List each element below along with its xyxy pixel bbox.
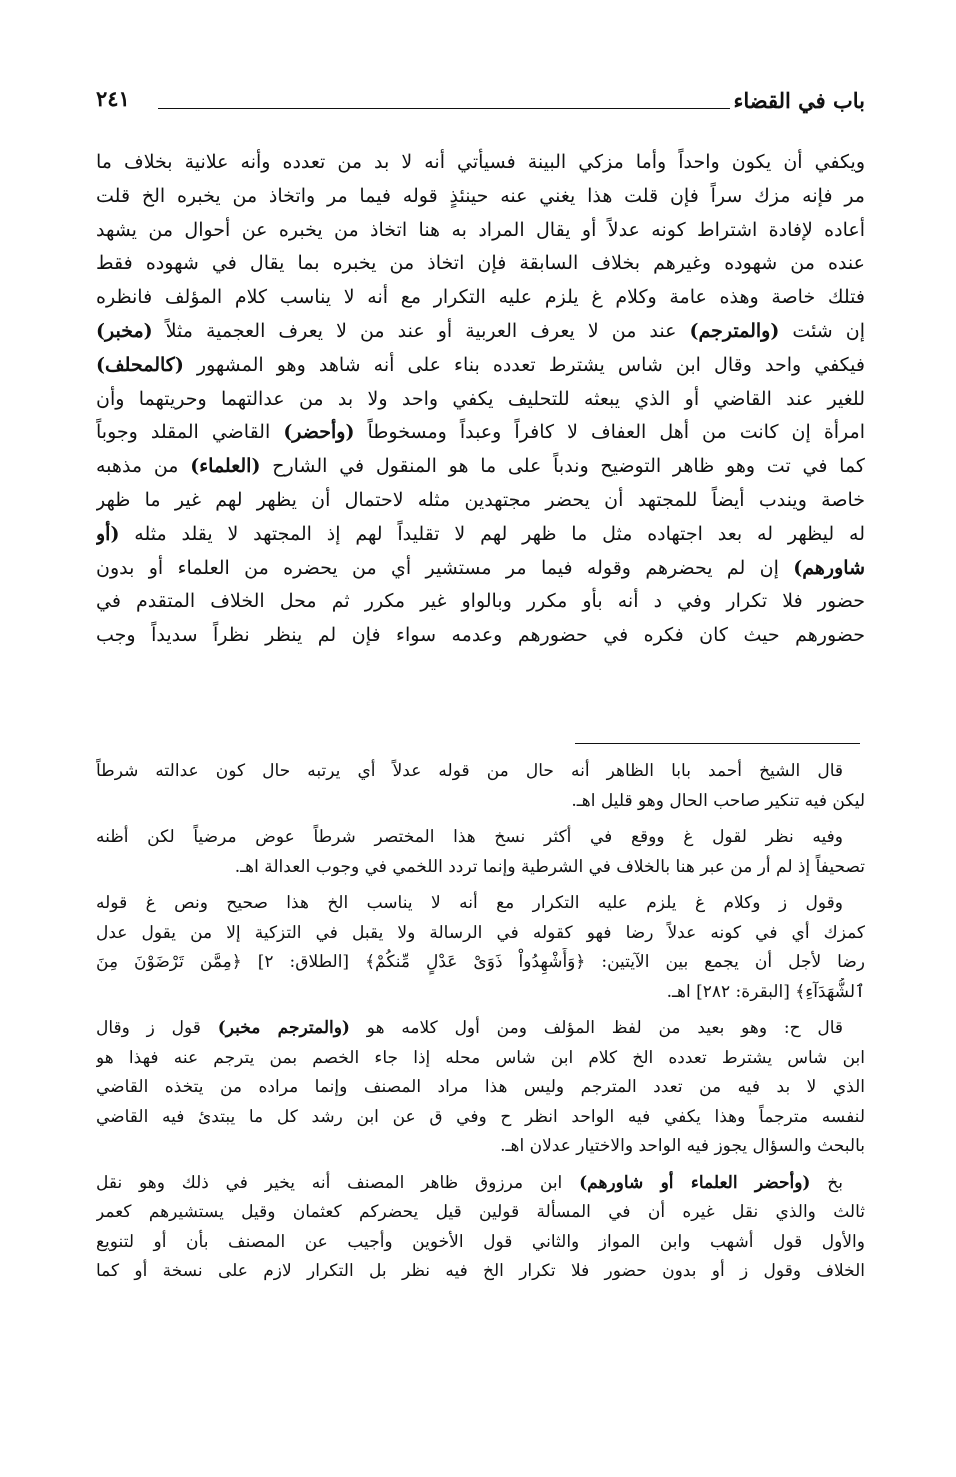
text-line xyxy=(96,349,865,383)
text-line xyxy=(96,450,865,484)
text-span: من مذهبه xyxy=(96,455,179,478)
text-line: لنفسه مترجماً وهذا يكفي فيه الواحد انظر ح وفي ق عن ابن رشد كل ما يبتدئ فيه القاضي xyxy=(96,1106,865,1127)
text-line: ويكفي أن يكون واحداً وأما مزكي البينة فسيأتي أنه لا بد من تعدده وأنه علانية بخلاف ما xyxy=(96,151,865,173)
text-line: عنده من شهوده وغيرهم بخلاف السابقة فإن اتخاذ من يخبره بما يقال في شهوده فقط xyxy=(96,252,865,275)
text-line: خاصة ويندب أيضاً للمجتهد أن يحضر مجتهدين مثله لاحتمال أن يظهر لهم غير ما ظهر xyxy=(96,488,865,511)
text-span: إن شئت xyxy=(792,319,865,342)
text-span: له ليظهر له بعد اجتهاده مثل ما ظهر لهم لا تقليداً لهم إذ المجتهد لا يقلد مثله xyxy=(134,522,865,545)
footnote-paragraph xyxy=(96,1169,865,1287)
matn-term: شاورهم) xyxy=(793,556,865,579)
text-span: كما في تت وهو ظاهر التوضيح وندباً على ما هو المنقول في الشارح xyxy=(272,455,865,478)
text-line: ابن شاس يشترط تعدده الخ كلام ابن شاس محله إذا جاء الخصم بمن يترجم عنه فهذا هو xyxy=(96,1047,865,1068)
text-line: حضور فلا تكرار وفي د أنه بأو مكرر وبالواو غير مكرر ثم محل الخلاف المتقدم في xyxy=(96,590,865,613)
text-line: والأول قول أشهب وابن المواز والثاني قول الأخوين وأجيب عن المصنف بأن أو لتنويع xyxy=(96,1231,865,1252)
matn-term: (كالمحلف) xyxy=(96,353,184,376)
page-number: ٢٤١ xyxy=(96,86,130,111)
matn-term: (وأحضر) xyxy=(283,421,355,444)
text-line: ليكن فيه تنكير صاحب الحال وهو قليل اهـ. xyxy=(571,790,865,811)
main-text xyxy=(96,146,865,653)
text-line xyxy=(96,1169,865,1199)
text-line xyxy=(96,518,865,552)
text-span: القاضي المقلد وجوباً xyxy=(96,421,271,444)
page-header xyxy=(96,88,865,122)
matn-term: (أو xyxy=(96,522,120,545)
footnote-paragraph xyxy=(96,889,865,1007)
footnotes xyxy=(96,757,865,1294)
text-line: تصحيفاً إذ لم أر من عبر هنا بالخلاف في الشرطية وإنما تردد اللخمي في وجوب العدالة اهـ. xyxy=(234,856,865,877)
matn-term: (والمترجم مخبر) xyxy=(217,1018,350,1038)
footnote-paragraph xyxy=(96,823,865,882)
text-span: عند من لا يعرف العربية أو عند من لا يعرف العجمية مثلاً xyxy=(165,319,677,342)
quran-citation-line: ٱلشُّهَدَآءِ﴾ [البقرة: ٢٨٢] اهـ. xyxy=(666,981,865,1002)
text-line: قال الشيخ أحمد بابا الظاهر أنه حال من قوله عدلاً أي يرتبه حال كون عدالته شرطاً xyxy=(96,761,843,781)
text-span: بخ xyxy=(827,1172,844,1193)
text-line: حضورهم حيث كان فكره في حضورهم وعدمه سواء فإن لم ينظر نظراً سديداً وجب xyxy=(96,624,865,647)
text-line: بالبحث والسؤال يجوز فيه الواحد والاختيار عدلان اهـ. xyxy=(500,1136,865,1156)
text-span: فيكفي واحد وقال ابن شاس يشترط تعدده بناء على أنه شاهد وهو المشهور xyxy=(196,353,865,376)
text-line: مر فإنه مزك سراً فإن قلت هذا يغني عنه حينئذٍ قوله فيما مر واتخاذ من يخبره الخ قلت xyxy=(96,184,865,207)
text-span: قول ز وقال xyxy=(96,1018,201,1038)
text-span: إن لم يحضرهم وقوله فيما مر مستشير أي من يحضره من العلماء أو بدون xyxy=(96,556,779,579)
footnote-paragraph xyxy=(96,1014,865,1162)
text-line xyxy=(96,552,865,586)
matn-term: (العلماء) xyxy=(190,455,261,478)
text-span: قال ح: وهو بعيد من لفظ المؤلف ومن أول كلامه هو xyxy=(366,1018,843,1038)
text-line: وقول ز وكلام غ يلزم عليه التكرار مع أنه لا يناسب الخ هذا صحيح ونص غ قوله xyxy=(96,893,843,913)
header-rule xyxy=(158,108,730,109)
text-line: ثالث والذي نقل غيره أن في المسألة قولين قيل يحضركم كعثمان وقيل يستشيرهم كعمر xyxy=(96,1202,865,1222)
text-line: للغير عند القاضي أو الذي يبعثه للتحليف يكفي واحد ولا بد من عدالتهما وحريتهما وأن xyxy=(96,387,865,410)
text-line xyxy=(96,315,865,349)
quran-citation-line: رضا لأجل أن يجمع بين الآيتين: ﴿وَأَشْهِدُواْ ذَوَىْ عَدْلٍ مِّنكُمْ﴾ [الطلاق: ٢] ﴿مِمَّن تَرْضَوْنَ مِنَ xyxy=(96,952,865,972)
matn-term: (والمترجم) xyxy=(689,319,780,342)
text-line: كمزك أي في كونه عدلاً رضا فهو كقوله في الرسالة ولا يقبل في التزكية إلا من يقول عدل xyxy=(96,922,865,943)
footnote-separator xyxy=(575,743,860,744)
matn-term: (وأحضر العلماء أو شاورهم) xyxy=(579,1172,811,1193)
chapter-title: باب في القضاء xyxy=(733,88,865,113)
footnote-paragraph xyxy=(96,757,865,816)
text-line: أعاده لإفادة اشتراط كونه عدلاً أو يقال المراد به هنا اتخاذ من يخبره عن أحوال من يشهد xyxy=(96,218,865,241)
text-line: وفيه نظر لقول غ ووقع في أكثر نسخ هذا المختصر شرطاً عوض مرضياً لكن أظنه xyxy=(96,827,843,847)
text-line: الذي لا بد فيه من تعدد المترجم وليس هذا مراد المصنف وإنما مراده من يتخذه القاضي xyxy=(96,1077,865,1097)
text-line: الخلاف وقول ز أو بدون حضور فلا تكرار الخ فيه نظر بل التكرار لازم على نسخة أو كما xyxy=(96,1261,865,1281)
matn-term: (مخبر) xyxy=(96,319,153,342)
text-span: ابن مرزوق ظاهر المصنف أنه يخير في ذلك وهو نقل xyxy=(96,1172,563,1193)
text-line xyxy=(96,416,865,450)
text-line xyxy=(96,1014,865,1044)
text-span: امرأة إن كانت من أهل العفاف لا كافراً وعبداً ومسخوطاً xyxy=(367,421,865,444)
text-line: فتلك خاصة وهذه عامة وكلام غ يلزم عليه التكرار مع أنه لا يناسب كلام المؤلف فانظره xyxy=(96,286,865,309)
